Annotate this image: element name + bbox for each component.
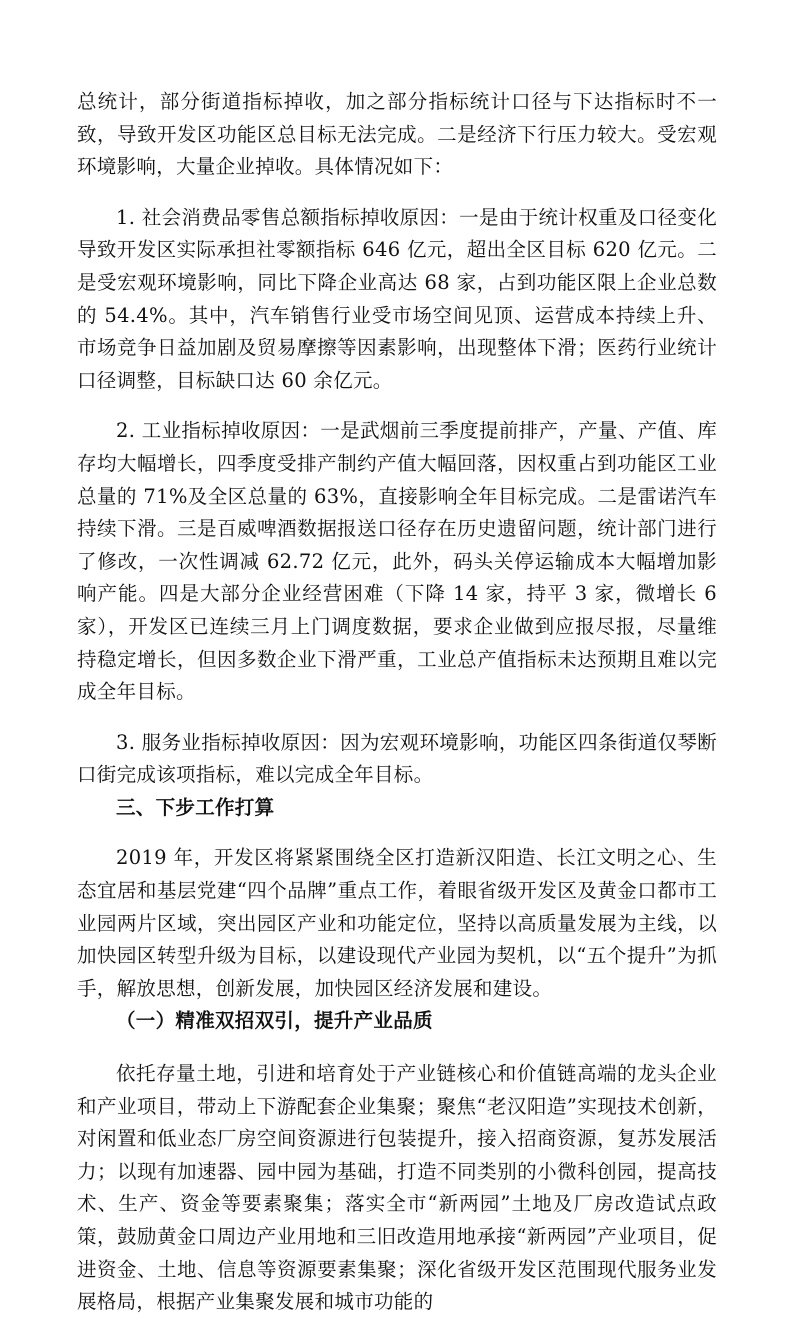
paragraph-services: 3. 服务业指标掉收原因：因为宏观环境影响，功能区四条街道仅琴断口街完成该项指标，难以完成全年目标。 <box>77 730 717 787</box>
paragraph-continuation: 总统计，部分街道指标掉收，加之部分指标统计口径与下达指标时不一致，导致开发区功能区总目标无法完成。二是经济下行压力较大。受宏观环境影响，大量企业掉收。具体情况如下： <box>77 90 717 179</box>
paragraph-retail-sales: 1. 社会消费品零售总额指标掉收原因：一是由于统计权重及口径变化导致开发区实际承担社零额指标 646 亿元，超出全区目标 620 亿元。二是受宏观环境影响，同比下降企业高达 68 家，占到功能区限上企业总数的 54.4%。其中，汽车销售行业受市场空间见顶、运营成本持续上升、市场竞争日益加剧及贸易摩擦等因素影响，出现整体下滑；医药行业统计口径调整，目标缺口达 60 余亿元。 <box>77 205 717 392</box>
paragraph-2019-plan: 2019 年，开发区将紧紧围绕全区打造新汉阳造、长江文明之心、生态宜居和基层党建“四个品牌”重点工作，着眼省级开发区及黄金口都市工业园两片区域，突出园区产业和功能定位，坚持以高质量发展为主线，以加快园区转型升级为目标，以建设现代产业园为契机，以“五个提升”为抓手，解放思想，创新发展，加快园区经济发展和建设。 <box>77 846 717 1000</box>
document-page <box>77 86 717 1319</box>
paragraph-industry: 2. 工业指标掉收原因：一是武烟前三季度提前排产，产量、产值、库存均大幅增长，四季度受排产制约产值大幅回落，因权重占到功能区工业总量的 71%及全区总量的 63%，直接影响全年目标完成。二是雷诺汽车持续下滑。三是百威啤酒数据报送口径存在历史遗留问题，统计部门进行了修改，一次性调减 62.72 亿元，此外，码头关停运输成本大幅增加影响产能。四是大部分企业经营困难（下降 14 家，持平 3 家，微增长 6 家），开发区已连续三月上门调度数据，要求企业做到应报尽报，尽量维持稳定增长，但因多数企业下滑严重，工业总产值指标未达预期且难以完成全年目标。 <box>77 419 717 704</box>
section-heading-next-steps: 三、下步工作打算 <box>116 795 275 819</box>
subsection-heading-investment: （一）精准双招双引，提升产业品质 <box>116 1009 433 1033</box>
paragraph-industry-upgrade: 依托存量土地，引进和培育处于产业链核心和价值链高端的龙头企业和产业项目，带动上下游配套企业集聚；聚焦“老汉阳造”实现技术创新，对闲置和低业态厂房空间资源进行包装提升，接入招商资源，复苏发展活力；以现有加速器、园中园为基础，打造不同类别的小微科创园，提高技术、生产、资金等要素聚集；落实全市“新两园”土地及厂房改造试点政策，鼓励黄金口周边产业用地和三旧改造用地承接“新两园”产业项目，促进资金、土地、信息等资源要素集聚；深化省级开发区范围现代服务业发展格局，根据产业集聚发展和城市功能的 <box>77 1062 717 1314</box>
